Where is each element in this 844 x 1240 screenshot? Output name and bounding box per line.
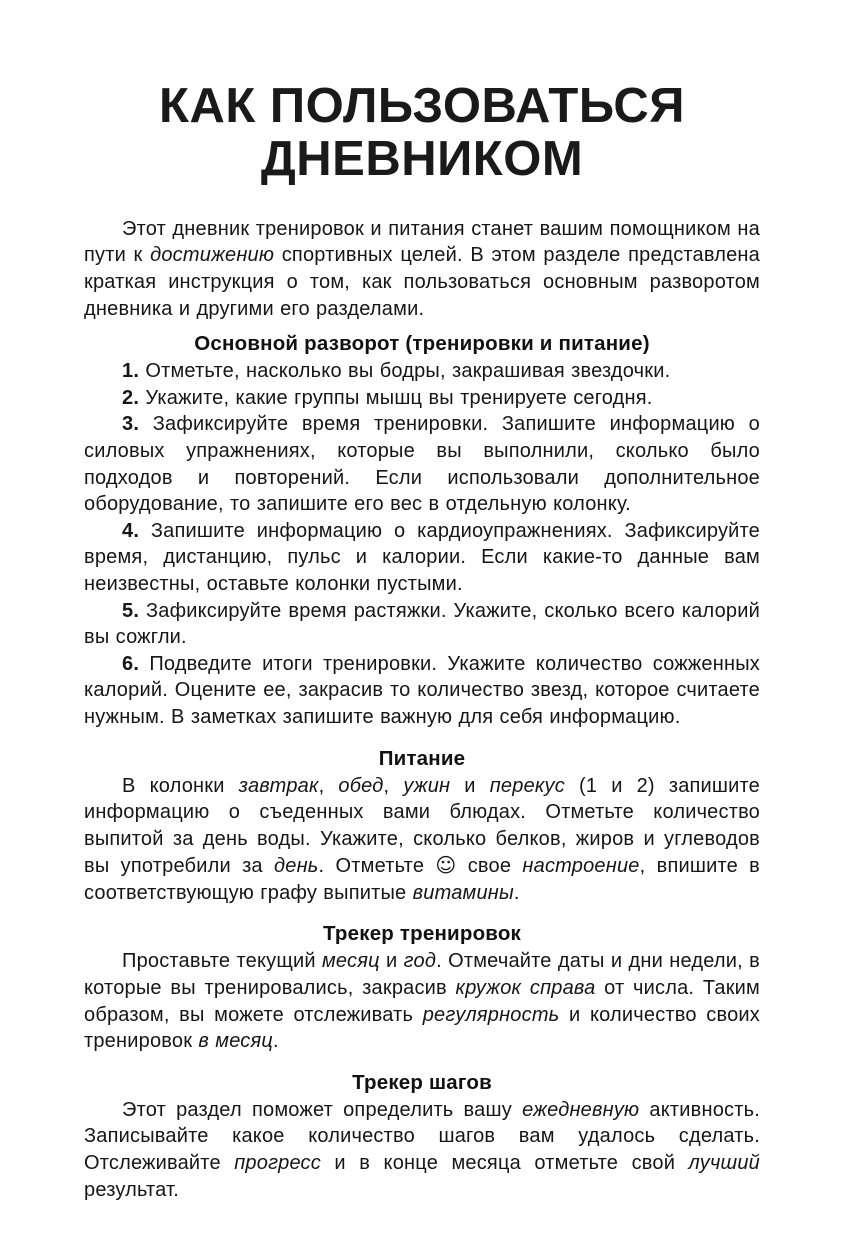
list-item-2: 2. Укажите, какие группы мышц вы тренируете сегодня. [122, 386, 653, 409]
section-heading-steps-tracker: Трекер шагов [352, 1070, 492, 1094]
list-item-4: 4. Запишите информацию о кардиоупражнениях. Зафиксируйте время, дистанцию, пульс и калории. Если какие-то данные вам неизвестны, оставьте колонки пустыми. [84, 519, 760, 595]
section-heading-main-spread: Основной разворот (тренировки и питание) [194, 332, 650, 356]
section-heading-workout-tracker: Трекер тренировок [322, 922, 522, 946]
page-title [84, 80, 760, 186]
page-title-line-1: КАК ПОЛЬЗОВАТЬСЯ [159, 79, 685, 133]
smiley-icon: ☺ [435, 853, 457, 878]
list-item-6: 6. Подведите итоги тренировки. Укажите количество сожженных калорий. Оцените ее, закрасив то количество звезд, которое считаете нужным. В заметках запишите важную для себя информацию. [84, 652, 760, 728]
intro-paragraph: Этот дневник тренировок и питания станет вашим помощником на пути к достижению спортивных целей. В этом разделе представлена краткая инструкция о том, как пользоваться основным разворотом дневника и другими его разделами. [84, 217, 760, 320]
steps-tracker-paragraph: Этот раздел поможет определить вашу ежедневную активность. Записывайте какое количество шагов вам удалось сделать. Отслеживайте прогресс и в конце месяца отметьте свой лучший результат. [84, 1098, 760, 1201]
nutrition-paragraph: В колонки завтрак, обед, ужин и перекус (1 и 2) запишите информацию о съеденных вами блюдах. Отметьте количество выпитой за день воды. Укажите, сколько белков, жиров и углеводов вы употребили за день. Отметьте ☺ свое настроение, впишите в соответствующую графу выпитые витамины. [84, 774, 760, 904]
list-item-3: 3. Зафиксируйте время тренировки. Запишите информацию о силовых упражнениях, которые вы выполнили, сколько было подходов и повторений. Если использовали дополнительное оборудование, то запишите его вес в отдельную колонку. [84, 413, 760, 516]
list-item-1: 1. Отметьте, насколько вы бодры, закрашивая звездочки. [122, 360, 671, 383]
list-item-5: 5. Зафиксируйте время растяжки. Укажите, сколько всего калорий вы сожгли. [84, 599, 760, 649]
section-heading-nutrition: Питание [378, 746, 466, 770]
page-title-line-2: ДНЕВНИКОМ [260, 131, 584, 186]
workout-tracker-paragraph: Проставьте текущий месяц и год. Отмечайте даты и дни недели, в которые вы тренировались, закрасив кружок справа от числа. Таким образом, вы можете отслеживать регулярность и количество своих тренировок в месяц. [84, 950, 760, 1053]
